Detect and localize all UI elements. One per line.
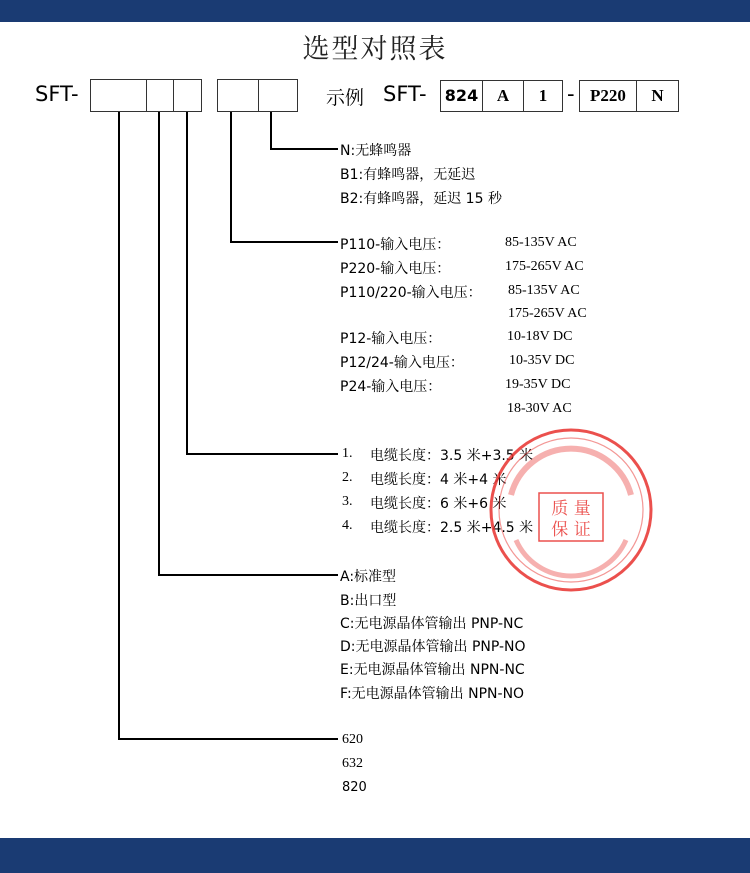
- connector-type-h: [158, 574, 338, 576]
- bottom-banner: [0, 838, 750, 873]
- code-box-model: [90, 79, 147, 112]
- connector-voltage-v: [230, 112, 232, 242]
- example-box-buzzer: N: [636, 80, 679, 112]
- voltage-range: 10-35V DC: [509, 353, 575, 368]
- connector-cable-v: [186, 112, 188, 454]
- voltage-code: P110/220-输入电压：: [340, 285, 482, 301]
- seal-center-line2: 保 证: [551, 520, 591, 540]
- buzzer-option: B2:有蜂鸣器，延迟 15 秒: [340, 191, 502, 207]
- cable-option: 电缆长度：6 米+6 米: [370, 496, 507, 512]
- example-box-cable: 1: [523, 80, 563, 112]
- connector-buzzer-h: [270, 148, 338, 150]
- model-option: 820: [342, 780, 367, 795]
- code-box-voltage: [217, 79, 259, 112]
- cable-number: 4.: [342, 518, 353, 533]
- buzzer-option: B1:有蜂鸣器，无延迟: [340, 167, 476, 183]
- example-box-model: 824: [440, 80, 483, 112]
- connector-model-h: [118, 738, 338, 740]
- voltage-range: 10-18V DC: [507, 329, 573, 344]
- cable-option: 电缆长度：4 米+4 米: [370, 472, 507, 488]
- voltage-code: P220-输入电压：: [340, 261, 451, 277]
- cable-option: 电缆长度：3.5 米+3.5 米: [370, 448, 534, 464]
- page-title: 选型对照表: [302, 34, 448, 65]
- code-prefix-text: SFT: [35, 82, 71, 106]
- cable-number: 2.: [342, 470, 353, 485]
- voltage-range: 85-135V AC: [505, 235, 577, 250]
- connector-voltage-h: [230, 241, 338, 243]
- type-option: C:无电源晶体管输出 PNP-NC: [340, 616, 524, 632]
- code-prefix: [35, 82, 79, 106]
- seal-center-line1: 质 量: [551, 499, 591, 519]
- code-dash: -: [70, 82, 79, 106]
- code-box-buzzer: [258, 79, 298, 112]
- type-option: F:无电源晶体管输出 NPN-NO: [340, 686, 525, 702]
- voltage-range: 175-265V AC: [508, 306, 587, 321]
- voltage-code: P110-输入电压：: [340, 237, 451, 253]
- connector-type-v: [158, 112, 160, 575]
- connector-model-v: [118, 112, 120, 739]
- voltage-range: 85-135V AC: [508, 283, 580, 298]
- top-banner: [0, 0, 750, 22]
- voltage-range: 175-265V AC: [505, 259, 584, 274]
- connector-buzzer-v: [270, 112, 272, 149]
- voltage-range: 19-35V DC: [505, 377, 571, 392]
- voltage-code: P12-输入电压：: [340, 331, 442, 347]
- model-option: 632: [342, 756, 363, 771]
- voltage-code: P12/24-输入电压：: [340, 355, 464, 371]
- cable-number: 3.: [342, 494, 353, 509]
- cable-number: 1.: [342, 446, 353, 461]
- example-label: 示例: [326, 87, 365, 109]
- example-dash: -: [567, 82, 575, 106]
- code-box-cable: [173, 79, 202, 112]
- cable-option: 电缆长度：2.5 米+4.5 米: [370, 520, 534, 536]
- code-box-type: [146, 79, 174, 112]
- connector-cable-h: [186, 453, 338, 455]
- type-option: B:出口型: [340, 593, 397, 609]
- example-box-type: A: [482, 80, 524, 112]
- type-option: D:无电源晶体管输出 PNP-NO: [340, 639, 526, 655]
- model-option: 620: [342, 732, 363, 747]
- example-prefix: SFT-: [383, 82, 427, 106]
- type-option: A:标准型: [340, 569, 397, 585]
- voltage-code: P24-输入电压：: [340, 379, 442, 395]
- example-box-voltage: P220: [579, 80, 637, 112]
- type-option: E:无电源晶体管输出 NPN-NC: [340, 662, 525, 678]
- voltage-range: 18-30V AC: [507, 401, 572, 416]
- buzzer-option: N:无蜂鸣器: [340, 143, 412, 159]
